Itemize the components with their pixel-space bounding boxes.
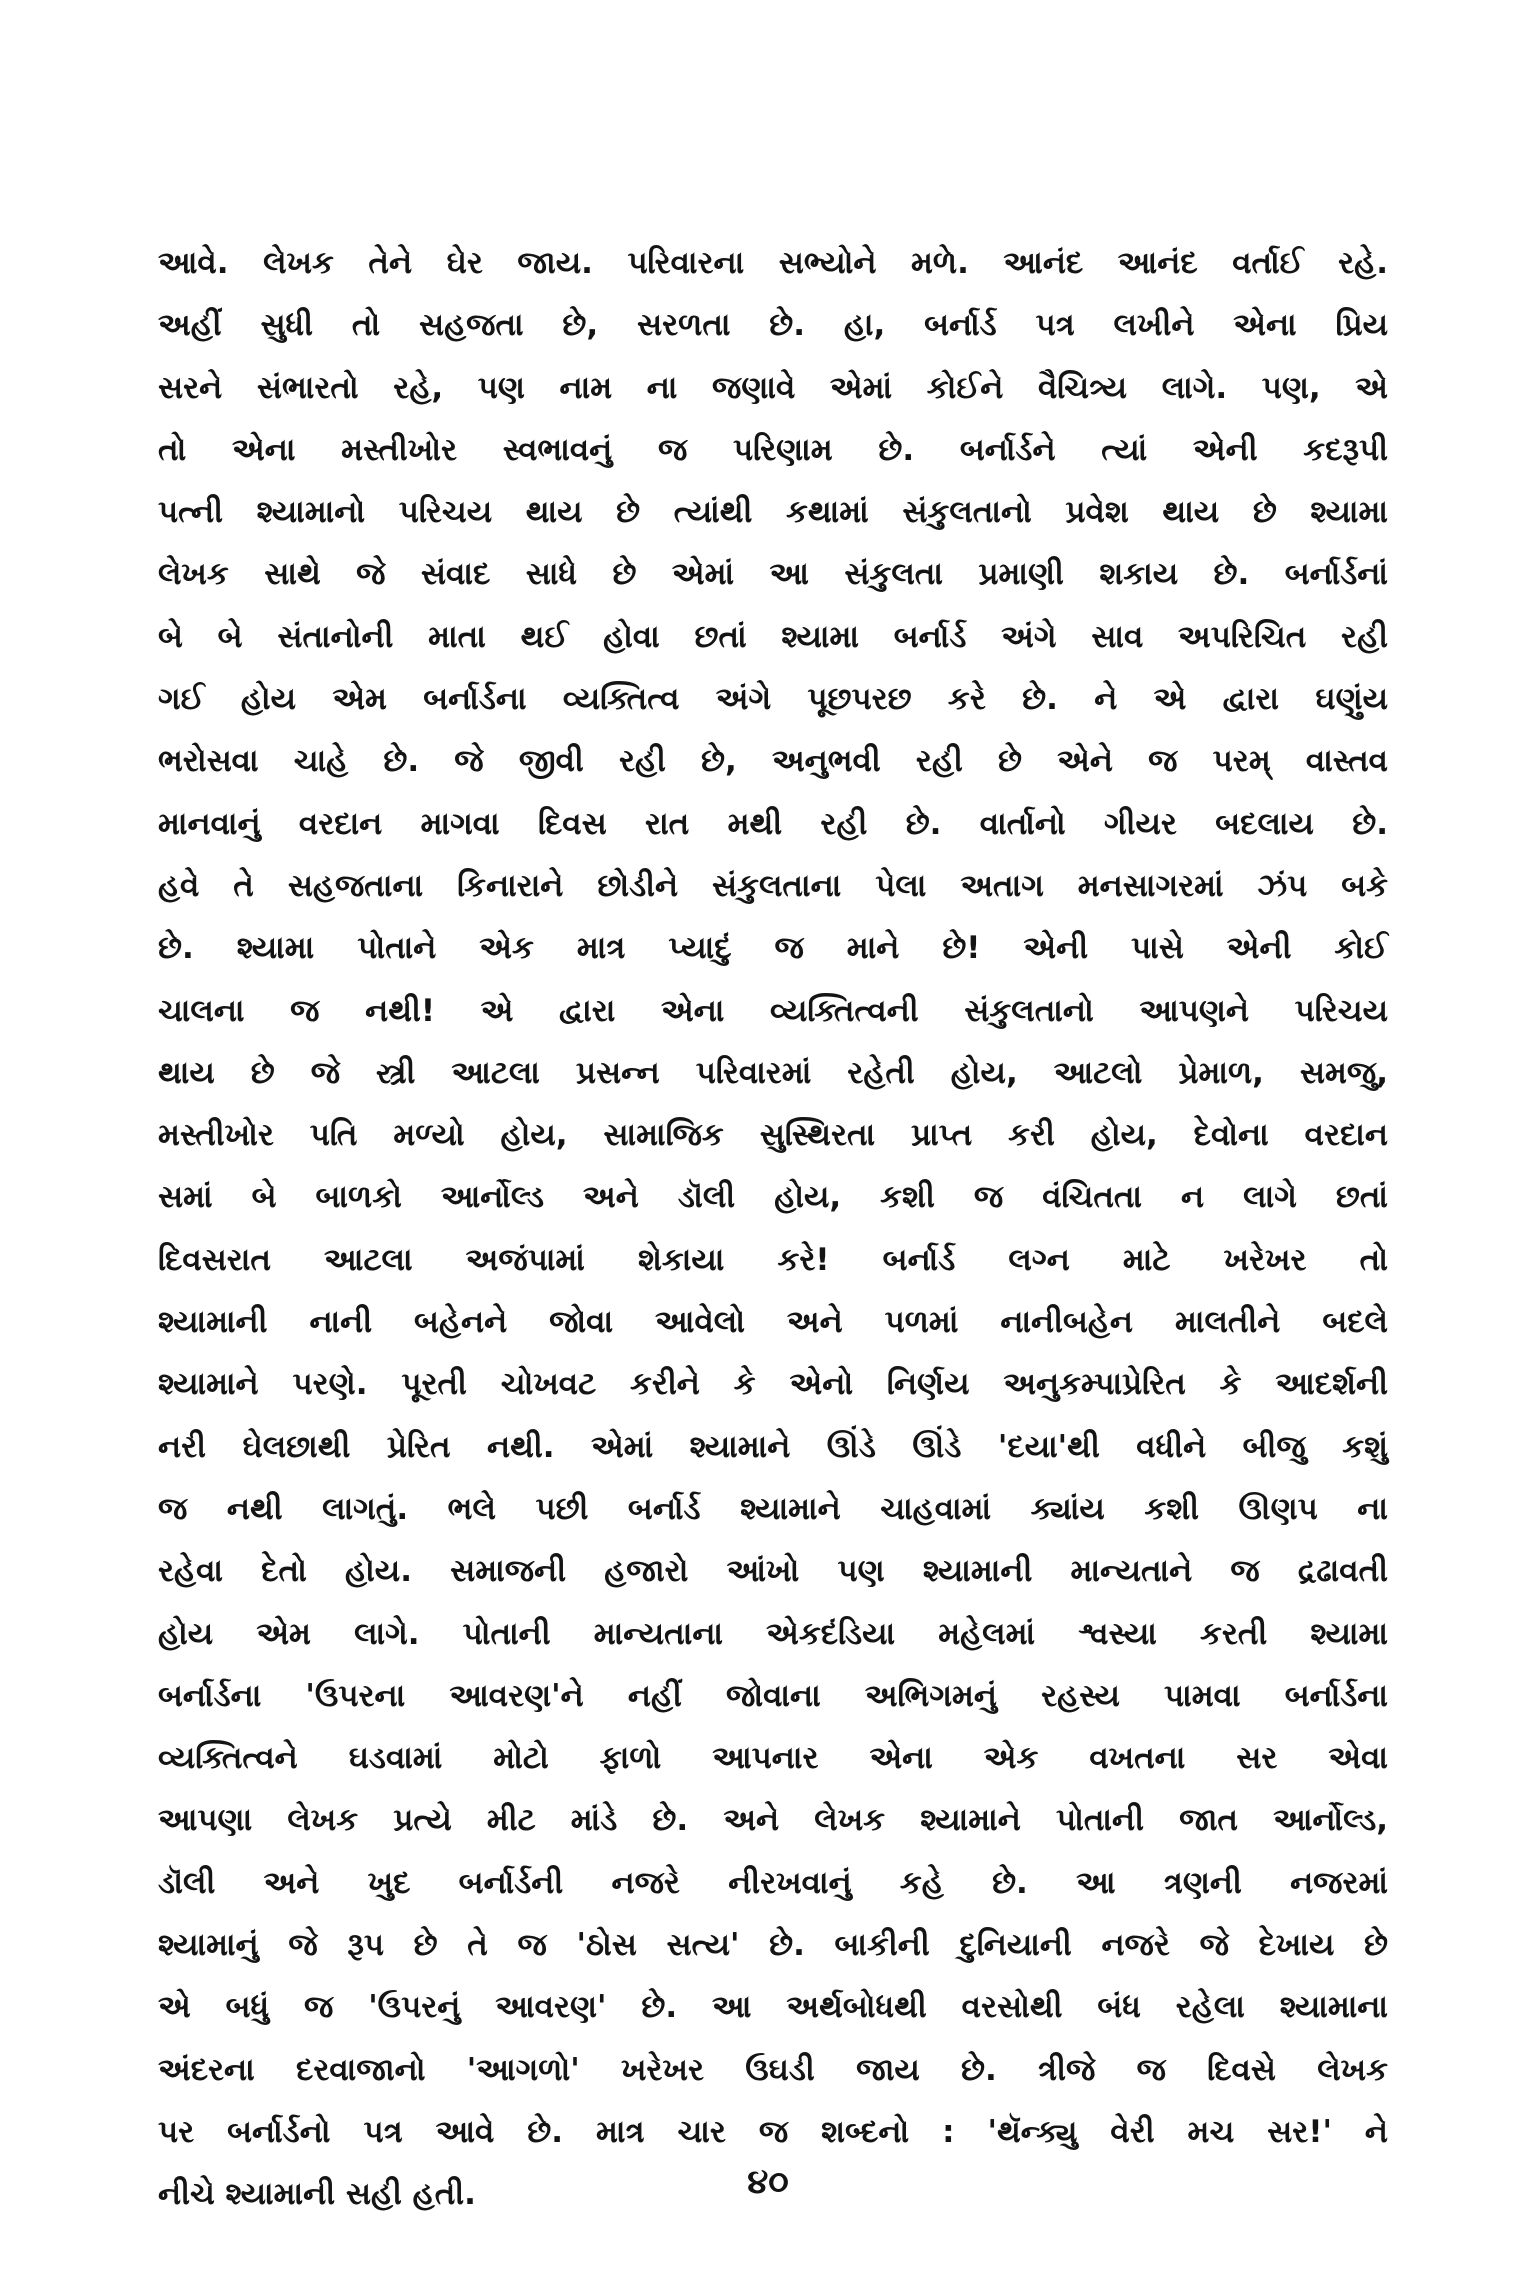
text-line: પર બર્નાર્ડનો પત્ર આવે છે. માત્ર ચાર જ શબ્દનો : 'થૅન્ક્યુ વેરી મચ સર!' ને [158, 2113, 1388, 2150]
text-line: બે બે સંતાનોની માતા થઈ હોવા છતાં શ્યામા બર્નાર્ડ અંગે સાવ અપરિચિત રહી [158, 618, 1388, 655]
text-line: હવે તે સહજતાના કિનારાને છોડીને સંકુલતાના પેલા અતાગ મનસાગરમાં ઝંપ બકે [158, 867, 1388, 904]
text-line: અંદરના દરવાજાનો 'આગળો' ખરેખર ઉઘડી જાય છે. ત્રીજે જ દિવસે લેખક [158, 2051, 1388, 2088]
page-number: ૪૦ [747, 2162, 789, 2202]
text-line: થાય છે જે સ્ત્રી આટલા પ્રસન્ન પરિવારમાં રહેતી હોય, આટલો પ્રેમાળ, સમજુ, [158, 1054, 1388, 1091]
text-line: આવે. લેખક તેને ઘેર જાય. પરિવારના સભ્યોને મળે. આનંદ આનંદ વર્તાઈ રહે. [158, 245, 1388, 281]
text-line: ભરોસવા ચાહે છે. જે જીવી રહી છે, અનુભવી રહી છે એને જ પરમ્ વાસ્તવ [158, 743, 1388, 780]
text-line: ડૉલી અને ખુદ બર્નાર્ડની નજરે નીરખવાનું કહે છે. આ ત્રણની નજરમાં [158, 1864, 1388, 1901]
text-line: પત્ની શ્યામાનો પરિચય થાય છે ત્યાંથી કથામાં સંકુલતાનો પ્રવેશ થાય છે શ્યામા [158, 494, 1388, 531]
text-line: તો એના મસ્તીખોર સ્વભાવનું જ પરિણામ છે. બર્નાર્ડને ત્યાં એની કદરૂપી [158, 431, 1388, 468]
text-line: અહીં સુધી તો સહજતા છે, સરળતા છે. હા, બર્નાર્ડ પત્ર લખીને એના પ્રિય [158, 307, 1388, 344]
text-line: મસ્તીખોર પતિ મળ્યો હોય, સામાજિક સુસ્થિરતા પ્રાપ્ત કરી હોય, દેવોના વરદાન [158, 1117, 1388, 1154]
text-line: વ્યક્તિત્વને ઘડવામાં મોટો ફાળો આપનાર એના એક વખતના સર એવા [158, 1740, 1388, 1777]
text-line: જ નથી લાગતું. ભલે પછી બર્નાર્ડ શ્યામાને ચાહવામાં ક્યાંય કશી ઊણપ ના [158, 1490, 1388, 1527]
text-line: બર્નાર્ડના 'ઉપરના આવરણ'ને નહીં જોવાના અભિગમનું રહસ્ય પામવા બર્નાર્ડના [158, 1677, 1388, 1714]
text-line: શ્યામાની નાની બહેનને જોવા આવેલો અને પળમાં નાનીબહેન માલતીને બદલે [158, 1304, 1388, 1341]
text-line: રહેવા દેતો હોય. સમાજની હજારો આંખો પણ શ્યામાની માન્યતાને જ દ્રઢાવતી [158, 1553, 1388, 1590]
text-line: દિવસરાત આટલા અજંપામાં શેકાયા કરે! બર્નાર્ડ લગ્ન માટે ખરેખર તો [158, 1241, 1388, 1278]
text-line: ગઈ હોય એમ બર્નાર્ડના વ્યક્તિત્વ અંગે પૂછપરછ કરે છે. ને એ દ્વારા ઘણુંય [158, 681, 1388, 718]
text-line: માનવાનું વરદાન માગવા દિવસ રાત મથી રહી છે. વાર્તાનો ગીયર બદલાય છે. [158, 805, 1388, 842]
body-text [158, 232, 1388, 2226]
text-line: ચાલના જ નથી! એ દ્વારા એના વ્યક્તિત્વની સંકુલતાનો આપણને પરિચય [158, 992, 1388, 1029]
text-line: શ્યામાને પરણે. પૂરતી ચોખવટ કરીને કે એનો નિર્ણય અનુકમ્પાપ્રેરિત કે આદર્શની [158, 1366, 1388, 1403]
text-line: નીચે શ્યામાની સહી હતી. [158, 2176, 476, 2213]
text-line: લેખક સાથે જે સંવાદ સાધે છે એમાં આ સંકુલતા પ્રમાણી શકાય છે. બર્નાર્ડનાં [158, 556, 1388, 593]
text-line: એ બધું જ 'ઉપરનું આવરણ' છે. આ અર્થબોધથી વરસોથી બંધ રહેલા શ્યામાના [158, 1989, 1388, 2026]
text-line: આપણા લેખક પ્રત્યે મીટ માંડે છે. અને લેખક શ્યામાને પોતાની જાત આર્નોલ્ડ, [158, 1802, 1388, 1839]
text-line: નરી ઘેલછાથી પ્રેરિત નથી. એમાં શ્યામાને ઊંડે ઊંડે 'દયા'થી વધીને બીજુ કશું [158, 1428, 1388, 1465]
text-line: શ્યામાનું જે રૂપ છે તે જ 'ઠોસ સત્ય' છે. બાકીની દુનિયાની નજરે જે દેખાય છે [158, 1927, 1388, 1964]
text-line: હોય એમ લાગે. પોતાની માન્યતાના એકદંડિયા મહેલમાં શ્વસ્યા કરતી શ્યામા [158, 1615, 1388, 1652]
text-line: સમાં બે બાળકો આર્નોલ્ડ અને ડૉલી હોય, કશી જ વંચિતતા ન લાગે છતાં [158, 1179, 1388, 1216]
text-line: છે. શ્યામા પોતાને એક માત્ર પ્યાદું જ માને છે! એની પાસે એની કોઈ [158, 930, 1388, 967]
text-line: સરને સંભારતો રહે, પણ નામ ના જણાવે એમાં કોઈને વૈચિત્ર્ય લાગે. પણ, એ [158, 369, 1388, 406]
